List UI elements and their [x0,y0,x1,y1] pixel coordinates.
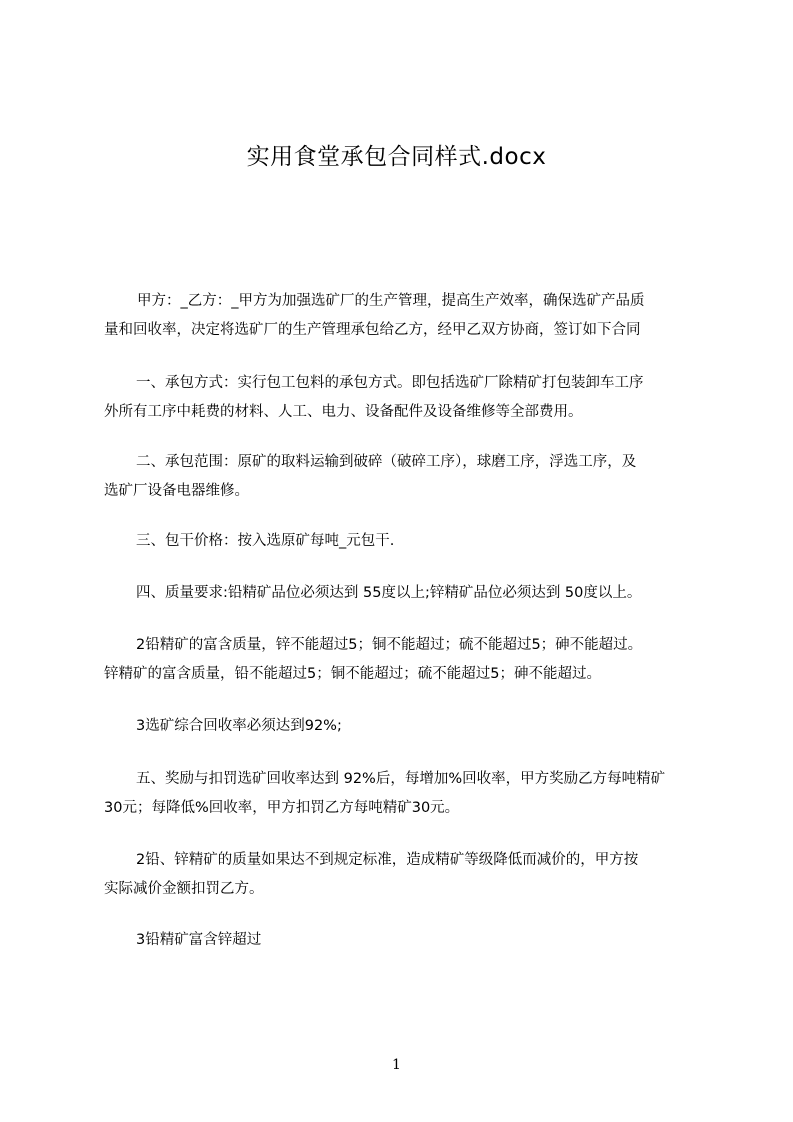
paragraph-line: 选矿厂设备电器维修。 [104,483,249,499]
document-title: 实用食堂承包合同样式.docx [246,144,547,170]
paragraph-line: 四、质量要求:铅精矿品位必须达到 55度以上;锌精矿品位必须达到 50度以上。 [136,585,642,601]
paragraph-line: 五、奖励与扣罚选矿回收率达到 92%后，每增加%回收率，甲方奖励乙方每吨精矿 [136,771,666,787]
paragraph-contract-method [104,369,704,427]
paragraph-price [104,527,704,556]
paragraph-line: 2铅、锌精矿的质量如果达不到规定标准，造成精矿等级降低而减价的，甲方按 [136,852,639,868]
paragraph-line: 一、承包方式：实行包工包料的承包方式。即包括选矿厂除精矿打包装卸车工序 [136,375,644,391]
paragraph-line: 3铅精矿富含锌超过 [136,932,262,948]
paragraph-line: 30元；每降低%回收率，甲方扣罚乙方每吨精矿30元。 [104,800,460,816]
paragraph-concentrate-content [104,631,704,689]
paragraph-rewards-penalties [104,765,704,823]
paragraph-contract-scope [104,448,704,506]
paragraph-line: 甲方：_乙方：_甲方为加强选矿厂的生产管理，提高生产效率，确保选矿产品质 [137,293,645,309]
paragraph-line: 量和回收率，决定将选矿厂的生产管理承包给乙方，经甲乙双方协商，签订如下合同 [104,322,641,338]
paragraph-quality-penalty [104,846,704,904]
paragraph-recovery-rate [104,712,704,741]
paragraph-parties [104,287,704,345]
page-number: 1 [392,1057,401,1073]
paragraph-quality-requirements [104,579,704,608]
paragraph-line: 外所有工序中耗费的材料、人工、电力、设备配件及设备维修等全部费用。 [104,404,583,420]
paragraph-line: 实际减价金额扣罚乙方。 [104,881,264,897]
paragraph-line: 三、包干价格：按入选原矿每吨_元包干. [136,533,395,549]
paragraph-line: 锌精矿的富含质量，铅不能超过5；铜不能超过；硫不能超过5；砷不能超过。 [104,666,601,682]
paragraph-zinc-content [104,926,704,955]
paragraph-line: 2铅精矿的富含质量，锌不能超过5；铜不能超过；硫不能超过5；砷不能超过。 [136,637,643,653]
paragraph-line: 二、承包范围：原矿的取料运输到破碎（破碎工序），球磨工序，浮选工序，及 [136,454,637,470]
paragraph-line: 3选矿综合回收率必须达到92%; [136,718,342,734]
